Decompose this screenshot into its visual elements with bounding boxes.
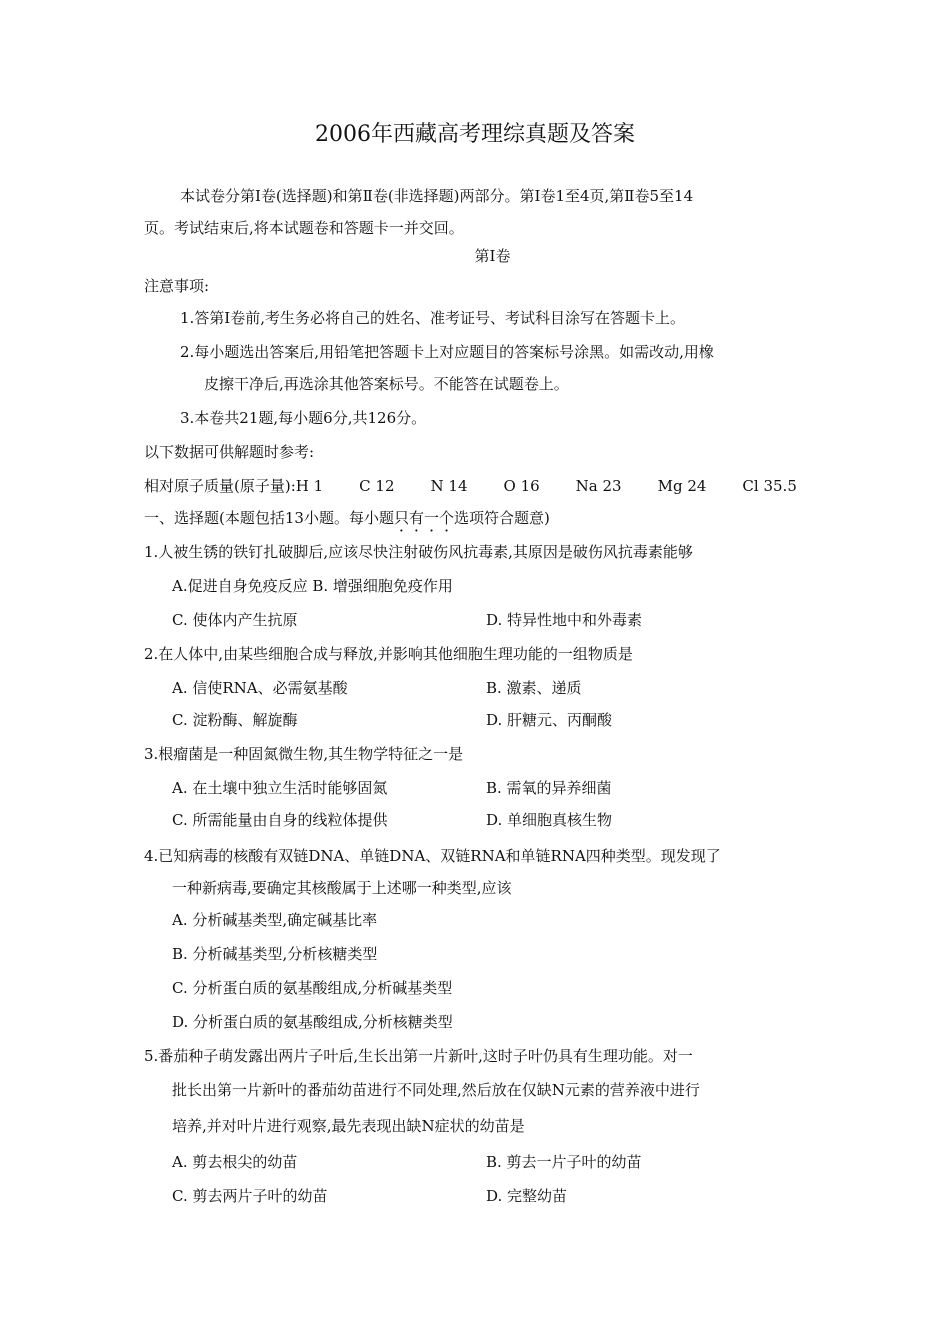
atomic-mass-item: N 14: [430, 477, 468, 495]
volume-title: 第Ⅰ卷: [474, 247, 511, 265]
atomic-mass-item: H 1: [295, 477, 324, 495]
notice-header: 注意事项:: [144, 277, 210, 295]
option: D. 肝糖元、丙酮酸: [486, 711, 613, 729]
intro-line-2: 页。考试结束后,将本试题卷和答题卡一并交回。: [144, 219, 464, 237]
option: A. 剪去根尖的幼苗: [172, 1153, 298, 1171]
reference-header: 以下数据可供解题时参考:: [144, 443, 315, 461]
intro-line-1: 本试卷分第Ⅰ卷(选择题)和第Ⅱ卷(非选择题)两部分。第Ⅰ卷1至4页,第Ⅱ卷5至14: [180, 187, 694, 205]
section-heading: [144, 508, 550, 528]
option: A. 分析碱基类型,确定碱基比率: [172, 911, 378, 929]
emphasis-char: 个: [439, 509, 455, 527]
atomic-mass-label: 相对原子质量(原子量):: [144, 477, 296, 495]
emphasis-char: 有: [408, 509, 424, 527]
atomic-mass-item: Mg 24: [657, 477, 707, 495]
option: B. 剪去一片子叶的幼苗: [486, 1153, 642, 1171]
option: D. 分析蛋白质的氨基酸组成,分析核糖类型: [172, 1013, 453, 1031]
option: C. 所需能量由自身的线粒体提供: [172, 811, 388, 829]
question-stem: 5.番茄种子萌发露出两片子叶后,生长出第一片新叶,这时子叶仍具有生理功能。对一: [144, 1047, 693, 1065]
notice-item-continued: 皮擦干净后,再选涂其他答案标号。不能答在试题卷上。: [204, 375, 569, 393]
emphasis-char: 只: [393, 509, 409, 527]
notice-item: 3.本卷共21题,每小题6分,共126分。: [180, 409, 427, 427]
option: D. 完整幼苗: [486, 1187, 568, 1205]
question-stem: 1.人被生锈的铁钉扎破脚后,应该尽快注射破伤风抗毒素,其原因是破伤风抗毒素能够: [144, 543, 693, 561]
question-stem: 3.根瘤菌是一种固氮微生物,其生物学特征之一是: [144, 745, 464, 763]
option: C. 使体内产生抗原: [172, 611, 298, 629]
question-stem-continued: 一种新病毒,要确定其核酸属于上述哪一种类型,应该: [172, 879, 512, 897]
option: C. 剪去两片子叶的幼苗: [172, 1187, 328, 1205]
section-heading-pre: 一、选择题(本题包括13小题。每小题: [144, 509, 394, 527]
emphasis-char: 一: [423, 509, 439, 527]
option: C. 分析蛋白质的氨基酸组成,分析碱基类型: [172, 979, 453, 997]
atomic-mass-item: Na 23: [575, 477, 622, 495]
question-stem-continued: 批长出第一片新叶的番茄幼苗进行不同处理,然后放在仅缺N元素的营养液中进行: [172, 1081, 700, 1099]
notice-item: 1.答第Ⅰ卷前,考生务必将自己的姓名、准考证号、考试科目涂写在答题卡上。: [180, 309, 686, 327]
option: D. 单细胞真核生物: [486, 811, 613, 829]
page-title: 2006年西藏高考理综真题及答案: [315, 122, 635, 147]
atomic-mass-item: C 12: [359, 477, 395, 495]
notice-item: 2.每小题选出答案后,用铅笔把答题卡上对应题目的答案标号涂黑。如需改动,用橡: [180, 343, 714, 361]
atomic-mass-item: Cl 35.5: [742, 477, 797, 495]
option: C. 淀粉酶、解旋酶: [172, 711, 298, 729]
section-heading-post: 选项符合题意): [454, 509, 550, 527]
atomic-mass-row: [144, 476, 797, 496]
option: A. 在土壤中独立生活时能够固氮: [172, 779, 388, 797]
option: A.促进自身免疫反应 B. 增强细胞免疫作用: [172, 577, 453, 595]
atomic-mass-item: O 16: [503, 477, 540, 495]
option: D. 特异性地中和外毒素: [486, 611, 643, 629]
question-stem-continued: 培养,并对叶片进行观察,最先表现出缺N症状的幼苗是: [172, 1117, 525, 1135]
option: B. 激素、递质: [486, 679, 582, 697]
option: B. 分析碱基类型,分析核糖类型: [172, 945, 378, 963]
question-stem: 4.已知病毒的核酸有双链DNA、单链DNA、双链RNA和单链RNA四种类型。现发现了: [144, 847, 721, 865]
option: A. 信使RNA、必需氨基酸: [172, 679, 348, 697]
option: B. 需氧的异养细菌: [486, 779, 612, 797]
question-stem: 2.在人体中,由某些细胞合成与释放,并影响其他细胞生理功能的一组物质是: [144, 645, 633, 663]
